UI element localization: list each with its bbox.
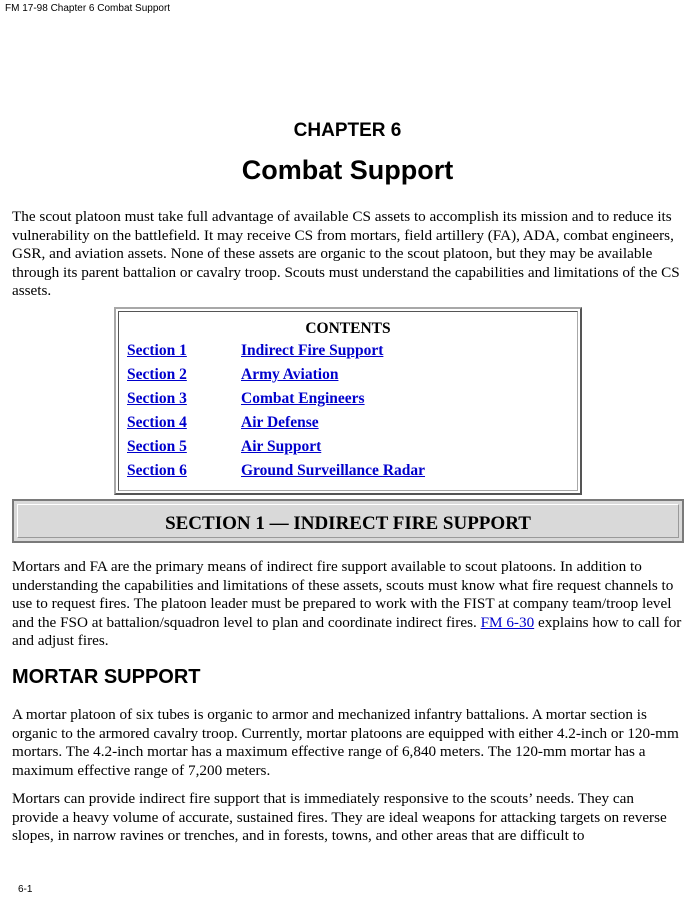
contents-topic-link[interactable]: Air Support <box>241 438 322 455</box>
chapter-title: Combat Support <box>241 155 454 185</box>
contents-row <box>119 390 577 410</box>
fm-6-30-link[interactable]: FM 6-30 <box>480 613 535 631</box>
paragraph-text: Mortars and FA are the primary means of indirect fire support available to scout platoons. In addition to understanding the capabilities and limitations of these assets, scouts must know what fire request channels to use to request fires. The platoon leader must be prepared to work with the FIST at company team/troop level and the FSO at battalion/squadron level to plan and coordinate indirect fires. <box>12 558 674 631</box>
page-number: 6-1 <box>18 884 33 895</box>
contents-topic-link[interactable]: Indirect Fire Support <box>241 342 384 359</box>
contents-section-link[interactable]: Section 3 <box>127 390 187 407</box>
contents-box <box>114 307 582 495</box>
contents-heading: CONTENTS <box>305 320 391 337</box>
contents-row <box>119 438 577 458</box>
mortar-capabilities-paragraph: Mortars can provide indirect fire support that is immediately responsive to the scouts’ needs. They can provide a heavy volume of accurate, sustained fires. They are ideal weapons for attacking targets on reverse slopes, in narrow ravines or trenches, and in forests, towns, and other areas that are difficult to <box>12 790 667 845</box>
mortar-paragraph: A mortar platoon of six tubes is organic to armor and mechanized infantry battalions. A mortar section is organic to the armored cavalry troop. Currently, mortar platoons are equipped with either 4.2-inch or 120-mm mortars. The 4.2-inch mortar has a maximum effective range of 6,840 meters. The 120-mm mortar has a maximum effective range of 7,200 meters. <box>12 706 679 779</box>
intro-paragraph: The scout platoon must take full advantage of available CS assets to accomplish its mission and to reduce its vulnerability on the battlefield. It may receive CS from mortars, field artillery (FA), ADA, combat engineers, GSR, and aviation assets. None of these assets are organic to the scout platoon, but they may be available through its parent battalion or cavalry troop. Scouts must understand the capabilities and limitations of the CS assets. <box>12 208 680 300</box>
contents-inner <box>118 311 578 491</box>
mortar-support-heading: MORTAR SUPPORT <box>12 666 201 688</box>
contents-section-link[interactable]: Section 2 <box>127 366 187 383</box>
chapter-number: CHAPTER 6 <box>293 120 402 141</box>
section-banner <box>12 499 684 543</box>
contents-topic-link[interactable]: Army Aviation <box>241 366 339 383</box>
contents-row <box>119 462 577 482</box>
running-head: FM 17-98 Chapter 6 Combat Support <box>5 3 171 14</box>
contents-topic-link[interactable]: Combat Engineers <box>241 390 365 407</box>
contents-topic-link[interactable]: Ground Surveillance Radar <box>241 462 426 479</box>
section-banner-inner <box>17 504 679 538</box>
section-title: SECTION 1 — INDIRECT FIRE SUPPORT <box>165 513 531 534</box>
paragraph-text: explains how to call for and adjust fires. <box>12 613 682 650</box>
contents-section-link[interactable]: Section 1 <box>127 342 187 359</box>
indirect-fire-paragraph <box>12 558 684 651</box>
contents-topic-link[interactable]: Air Defense <box>241 414 319 431</box>
contents-section-link[interactable]: Section 5 <box>127 438 187 455</box>
contents-row <box>119 414 577 434</box>
contents-row <box>119 342 577 362</box>
contents-section-link[interactable]: Section 6 <box>127 462 187 479</box>
contents-section-link[interactable]: Section 4 <box>127 414 187 431</box>
contents-row <box>119 366 577 386</box>
